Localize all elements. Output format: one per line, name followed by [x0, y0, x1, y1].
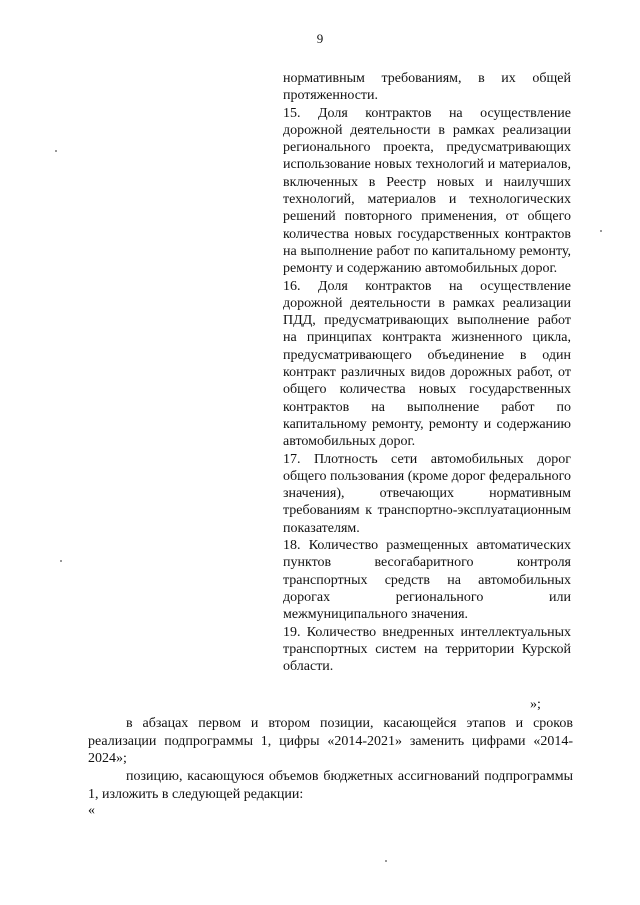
scan-speck	[55, 150, 57, 152]
list-item: нормативным требованиям, в их общей протяженности.	[283, 71, 571, 104]
paragraph-budget	[88, 768, 573, 803]
scan-speck	[600, 230, 602, 232]
closing-quote: »;	[530, 697, 541, 712]
list-item: 16. Доля контрактов на осуществление дорожной деятельности в рамках реализации ПДД, предусматривающих выполнение работ на принципах контракта жизненного цикла, предусматривающего объединение в один контракт различных видов дорожных работ, от общего количества новых государственных контрактов на выполнение работ по капитальному ремонту, ремонту и содержанию автомобильных дорог.	[283, 278, 571, 450]
table-text-column	[283, 70, 571, 675]
list-item: 15. Доля контрактов на осуществление дорожной деятельности в рамках реализации регионального проекта, предусматривающих использование новых технологий и материалов, включенных в Реестр новых и наилучших технологий, материалов и технологических решений повторного применения, от общего количества новых государственных контрактов на выполнение работ по капитальному ремонту, ремонту и содержанию автомобильных дорог.	[283, 105, 571, 277]
opening-quote: «	[88, 803, 95, 818]
list-item: 19. Количество внедренных интеллектуальных транспортных систем на территории Курской области.	[283, 624, 571, 675]
page-number: 9	[316, 31, 324, 46]
list-item: 18. Количество размещенных автоматических пунктов весогабаритного контроля транспортных средств на автомобильных дорогах регионального или межмуниципального значения.	[283, 538, 571, 623]
list-item: 17. Плотность сети автомобильных дорог общего пользования (кроме дорог федерального значения), отвечающих нормативным требованиям к транспортно-эксплуатационным показателям.	[283, 451, 571, 536]
paragraph-stages	[88, 715, 573, 768]
scan-speck	[60, 560, 62, 562]
paragraph-text: в абзацах первом и втором позиции, касающейся этапов и сроков реализации подпрограммы 1, цифры «2014-2021» заменить цифрами «2014-2024»;	[88, 716, 573, 766]
scan-speck	[385, 860, 387, 862]
paragraph-text: позицию, касающуюся объемов бюджетных ассигнований подпрограммы 1, изложить в следующей редакции:	[88, 769, 573, 802]
